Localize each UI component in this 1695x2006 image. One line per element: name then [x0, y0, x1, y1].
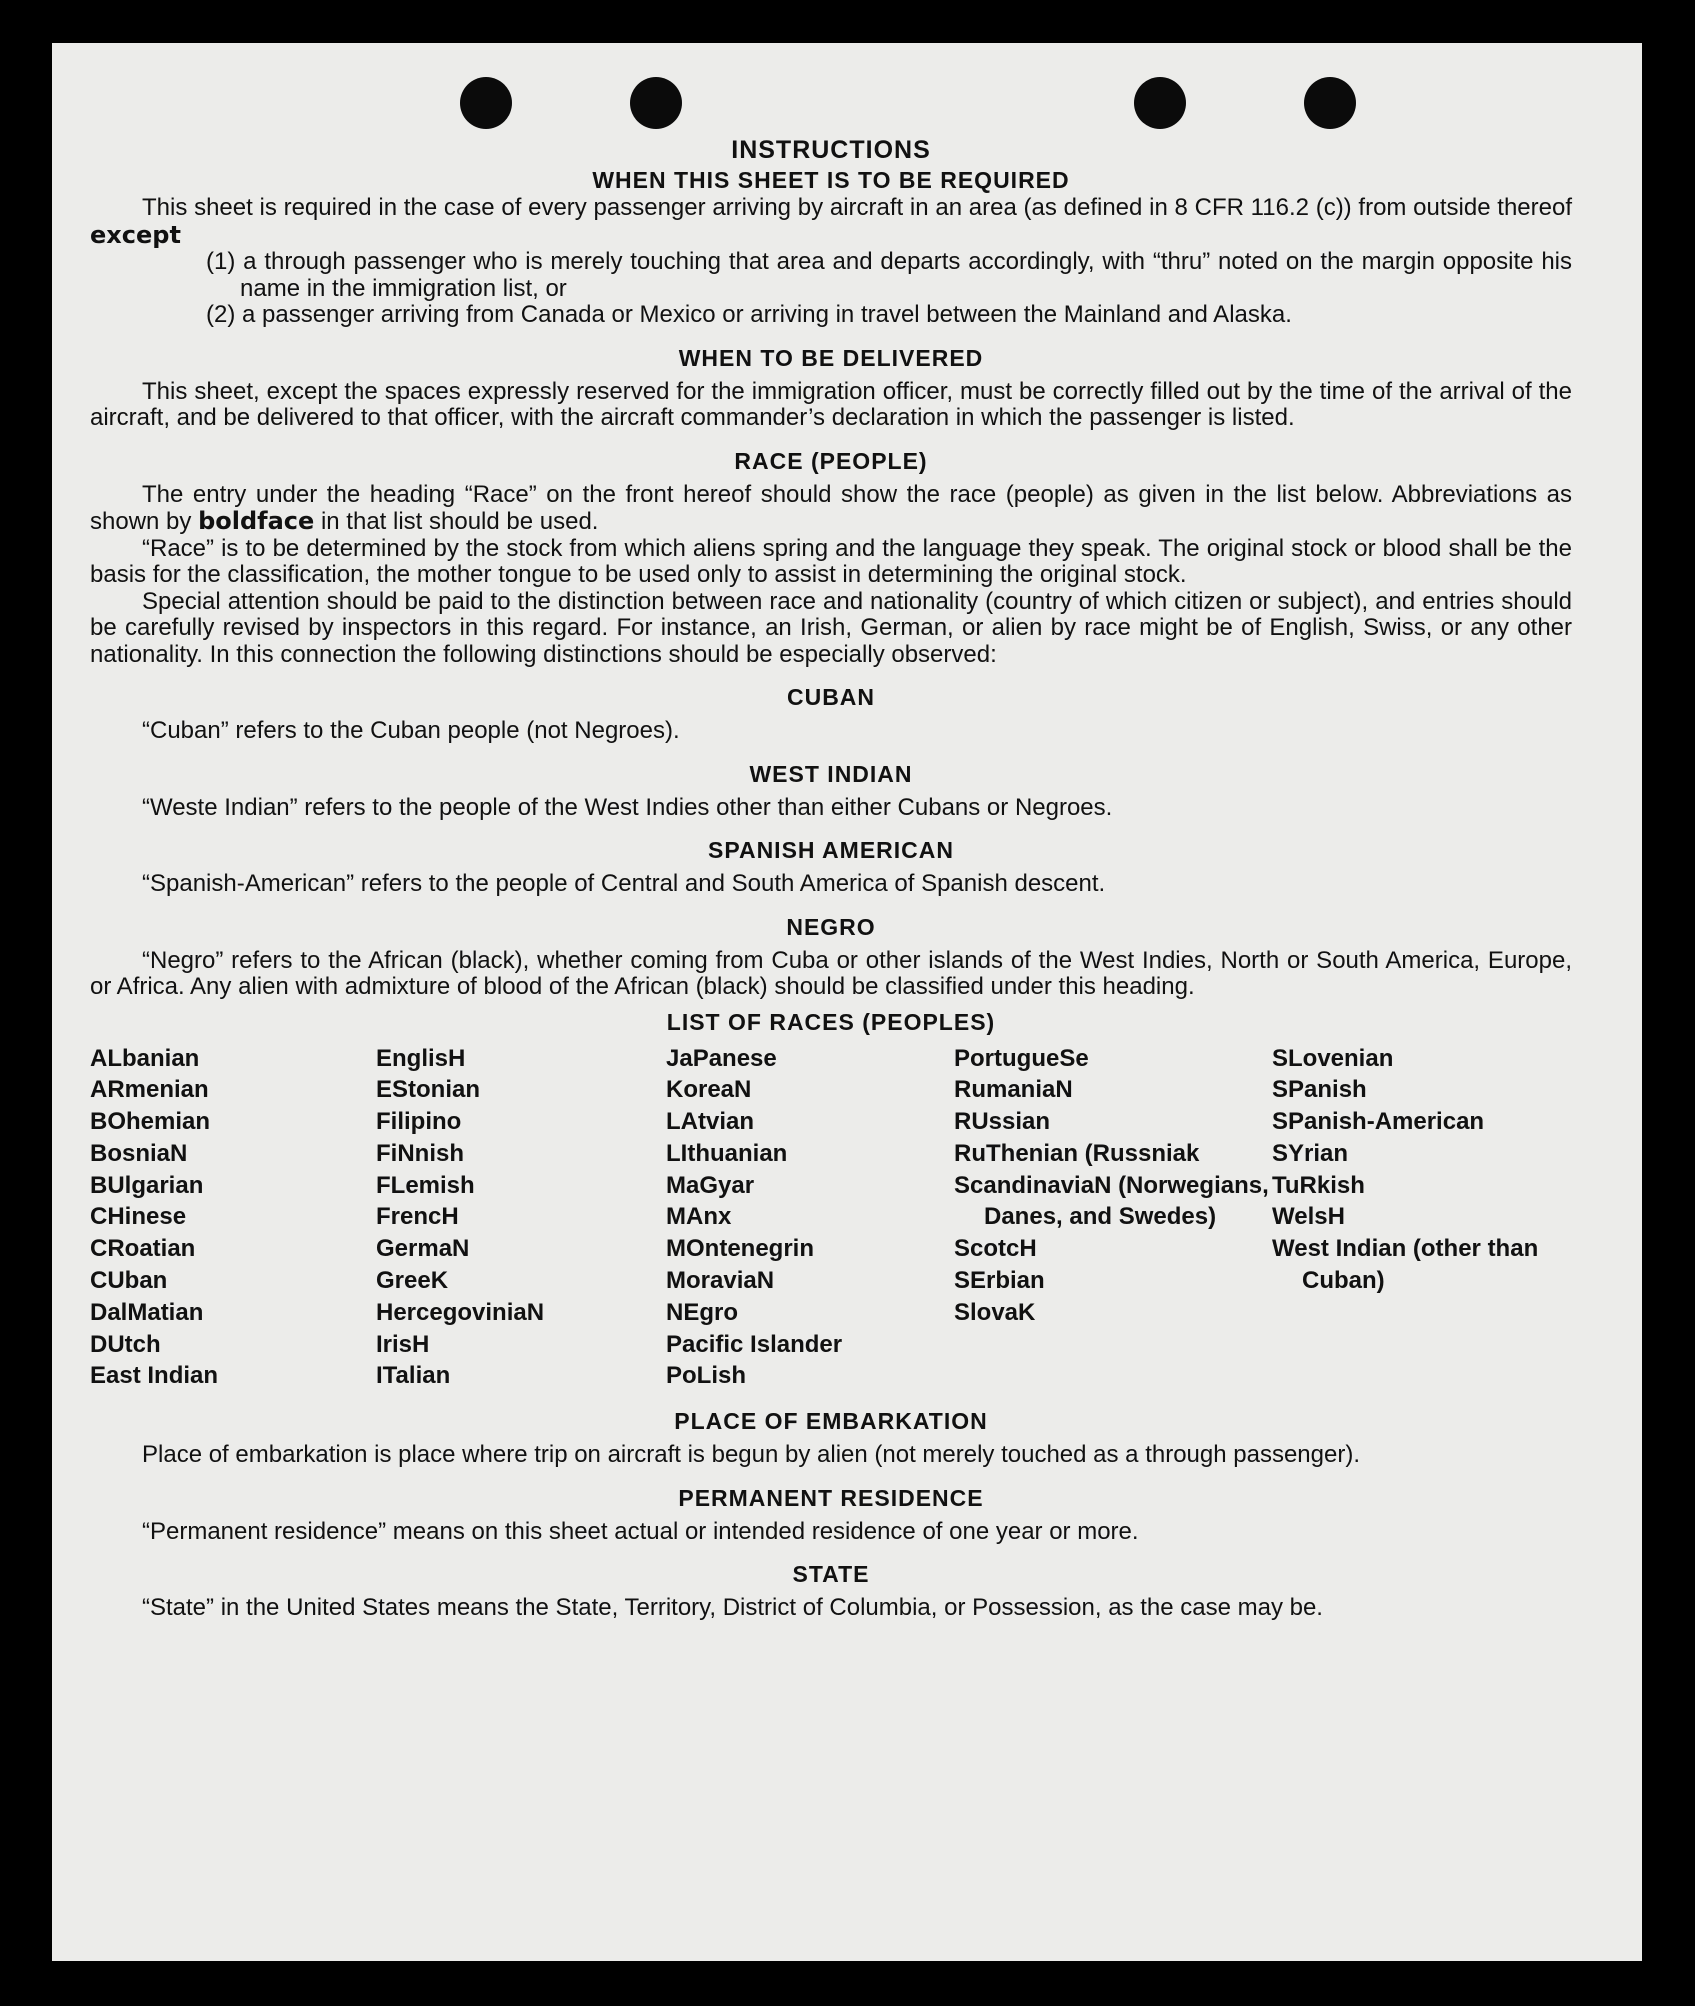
paragraph: “Weste Indian” refers to the people of the West Indies other than either Cubans or Negroes.	[142, 793, 1113, 821]
list-item: JaPanese	[666, 1044, 777, 1072]
list-item: SPanish-American	[1272, 1108, 1485, 1136]
list-item: MoraviaN	[666, 1267, 775, 1295]
list-item: IrisH	[376, 1330, 430, 1358]
list-item: KoreaN	[666, 1076, 752, 1104]
list-item: SlovaK	[954, 1298, 1036, 1326]
punch-hole	[630, 77, 682, 129]
list-item: WelsH	[1272, 1203, 1345, 1231]
list-item: SErbian	[954, 1267, 1045, 1295]
races-column	[666, 1043, 954, 1393]
paragraph: “State” in the United States means the State, Territory, District of Columbia, or Possession, as the case may be.	[142, 1594, 1323, 1622]
list-item: SPanish	[1272, 1076, 1367, 1104]
list-item: TuRkish	[1272, 1171, 1365, 1199]
paragraph: Place of embarkation is place where trip on aircraft is begun by alien (not merely touched as a through passenger).	[142, 1441, 1360, 1469]
list-item: CUban	[90, 1267, 168, 1295]
list-item: BOhemian	[90, 1108, 211, 1136]
races-column	[90, 1043, 376, 1393]
races-list	[90, 1043, 1572, 1393]
punch-hole	[460, 77, 512, 129]
paragraph: Special attention should be paid to the distinction between race and nationality (country of which citizen or subject), and entries should be carefully revised by inspectors in this regard. For instance, an Irish, German, or alien by race might be of English, Swiss, or any other nationality. In this connection the following distinctions should be especially observed:	[90, 587, 1572, 668]
list-item: RumaniaN	[954, 1076, 1073, 1104]
list-item: EnglisH	[376, 1044, 466, 1072]
list-item: (1) a through passenger who is merely touching that area and departs accordingly, with “thru” noted on the margin opposite his name in the immigration list, or	[206, 248, 1572, 302]
list-item: RuThenian (Russniak	[954, 1139, 1200, 1167]
list-item: West Indian (other than Cuban)	[1272, 1235, 1539, 1295]
list-item: FLemish	[376, 1171, 475, 1199]
list-item: (2) a passenger arriving from Canada or Mexico or arriving in travel between the Mainland and Alaska.	[206, 301, 1292, 328]
section-heading: WHEN THIS SHEET IS TO BE REQUIRED	[592, 167, 1070, 193]
list-item: DalMatian	[90, 1298, 204, 1326]
section-heading: NEGRO	[786, 913, 876, 940]
list-item: NEgro	[666, 1298, 738, 1326]
section-heading: LIST OF RACES (PEOPLES)	[666, 1008, 996, 1035]
list-item: LAtvian	[666, 1108, 755, 1136]
list-item: EStonian	[376, 1076, 481, 1104]
paragraph: “Permanent residence” means on this sheet actual or intended residence of one year or more.	[142, 1517, 1139, 1545]
section-heading: RACE (PEOPLE)	[734, 447, 928, 474]
list-item: ScotcH	[954, 1235, 1037, 1263]
list-item: Pacific Islander	[666, 1330, 843, 1358]
paragraph: “Race” is to be determined by the stock from which aliens spring and the language they speak. The original stock or blood shall be the basis for the classification, the mother tongue to be used only to assist in determining the original stock.	[90, 534, 1572, 588]
list-item: ScandinaviaN (Norwegians, Danes, and Swedes)	[954, 1171, 1269, 1231]
list-item: SLovenian	[1272, 1044, 1394, 1072]
paragraph: This sheet is required in the case of every passenger arriving by aircraft in an area (as defined in 8 CFR 116.2 (c)) from outside thereof except	[90, 194, 1572, 249]
races-column	[1272, 1043, 1552, 1393]
list-item: ARmenian	[90, 1076, 209, 1104]
paragraph: “Negro” refers to the African (black), whether coming from Cuba or other islands of the West Indies, North or South America, Europe, or Africa. Any alien with admixture of blood of the African (black) should be classified under this heading.	[90, 946, 1572, 1000]
list-item: ITalian	[376, 1362, 451, 1390]
list-item: East Indian	[90, 1362, 219, 1390]
paragraph: The entry under the heading “Race” on the front hereof should show the race (people) as given in the list below. Abbreviations as shown by boldface in that list should be used.	[90, 480, 1572, 535]
section-heading: STATE	[792, 1561, 870, 1588]
section-heading: WEST INDIAN	[749, 760, 913, 787]
section-heading: PERMANENT RESIDENCE	[678, 1484, 984, 1511]
list-item: PortugueSe	[954, 1044, 1089, 1072]
list-item: PoLish	[666, 1362, 747, 1390]
list-item: CHinese	[90, 1203, 187, 1231]
section-heading: CUBAN	[786, 684, 876, 710]
races-column	[376, 1043, 666, 1393]
list-item: RUssian	[954, 1108, 1051, 1136]
list-item: MAnx	[666, 1203, 732, 1231]
list-item: SYrian	[1272, 1139, 1349, 1167]
races-column	[954, 1043, 1272, 1393]
list-item: DUtch	[90, 1330, 161, 1358]
list-item: MaGyar	[666, 1171, 755, 1199]
list-item: HercegoviniaN	[376, 1298, 545, 1326]
instructions-body	[90, 135, 1572, 1622]
paragraph: “Cuban” refers to the Cuban people (not Negroes).	[142, 717, 680, 744]
list-item: LIthuanian	[666, 1139, 788, 1167]
list-item: GreeK	[376, 1267, 449, 1295]
section-heading: WHEN TO BE DELIVERED	[678, 344, 984, 371]
paragraph: This sheet, except the spaces expressly reserved for the immigration officer, must be correctly filled out by the time of the arrival of the aircraft, and be delivered to that officer, with the aircraft commander’s declaration in which the passenger is listed.	[90, 377, 1572, 431]
punch-hole	[1134, 77, 1186, 129]
list-item: FrencH	[376, 1203, 459, 1231]
document-page	[52, 43, 1642, 1961]
paragraph: “Spanish-American” refers to the people of Central and South America of Spanish descent.	[142, 870, 1106, 897]
list-item: FiNnish	[376, 1139, 464, 1167]
list-item: BosniaN	[90, 1139, 188, 1167]
list-item: Filipino	[376, 1108, 462, 1136]
list-item: ALbanian	[90, 1044, 200, 1072]
list-item: CRoatian	[90, 1235, 196, 1263]
list-item: BUlgarian	[90, 1171, 204, 1199]
section-heading: PLACE OF EMBARKATION	[674, 1408, 988, 1435]
section-heading: SPANISH AMERICAN	[707, 837, 954, 863]
punch-hole	[1304, 77, 1356, 129]
list-item: MOntenegrin	[666, 1235, 814, 1263]
list-item: GermaN	[376, 1235, 470, 1263]
page-title: INSTRUCTIONS	[731, 136, 931, 164]
